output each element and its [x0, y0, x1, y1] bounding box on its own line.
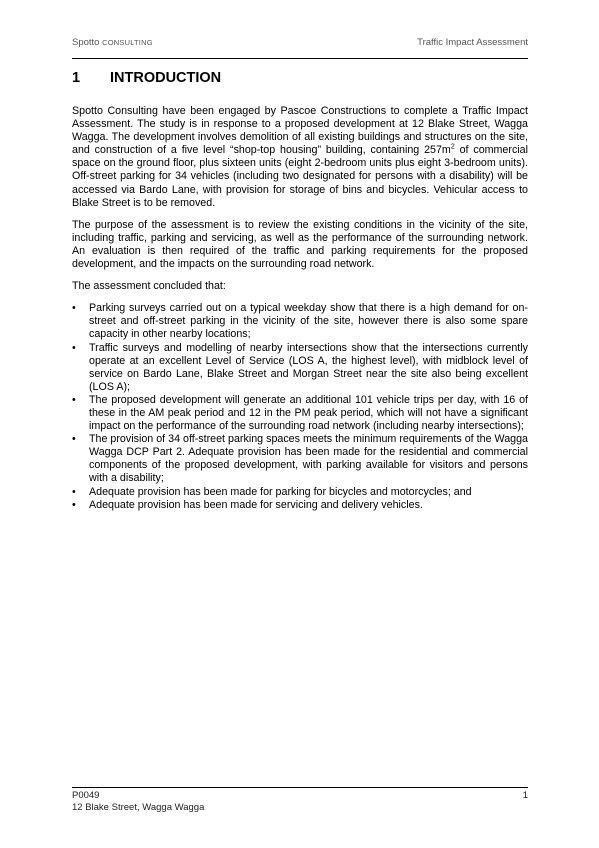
- section-number: 1: [72, 70, 81, 86]
- list-item: [72, 486, 528, 499]
- section-title: INTRODUCTION: [110, 70, 222, 86]
- list-item-text: Adequate provision has been made for parking for bicycles and motorcycles; and: [89, 485, 472, 498]
- brand-name: Spotto: [72, 37, 100, 48]
- paragraph-1-text-a: Spotto Consulting have been engaged by Pascoe Constructions to complete a Traffic Impact Assessment. The study is in response to a proposed development at 12 Blake Street, Wagga Wagga. The development involves demolition of all existing buildings and structures on the site, and construction of a five level “shop-top housing” building, containing 257m: [72, 105, 528, 157]
- brand-sub: CONSULTING: [102, 38, 153, 47]
- footer-address: 12 Blake Street, Wagga Wagga: [72, 802, 205, 813]
- paragraph-1-text-b: of commercial space on the ground floor, plus sixteen units (eight 2-bedroom units plus eight 3-bedroom units). Off-street parking for 34 vehicles (including two designated for persons with a disability) will be accessed via Bardo Lane, with provision for storage of bins and bicycles. Vehicular access to Blake Street is to be removed.: [72, 144, 528, 209]
- footer-project-code: P0049: [72, 790, 100, 801]
- list-item: [72, 342, 528, 394]
- list-item: [72, 394, 528, 433]
- list-item-text: The provision of 34 off-street parking spaces meets the minimum requirements of the Wagga Wagga DCP Part 2. Adequate provision has been made for the residential and commercial components of the proposed development, with parking available for visitors and persons with a disability;: [89, 433, 528, 485]
- list-item: [72, 499, 528, 512]
- bullet-icon: •: [72, 485, 76, 498]
- bullet-icon: •: [72, 302, 76, 315]
- page-footer: [72, 790, 528, 814]
- section-heading: [72, 70, 221, 86]
- bullet-icon: •: [72, 433, 76, 446]
- list-item-text: Adequate provision has been made for servicing and delivery vehicles.: [89, 498, 423, 511]
- list-item-text: Traffic surveys and modelling of nearby intersections show that the intersections currently operate at an excellent Level of Service (LOS A, the highest level), with midblock level of service on Bardo Lane, Blake Street and Morgan Street near the site also being excellent (LOS A);: [89, 341, 528, 393]
- paragraph-2: The purpose of the assessment is to review the existing conditions in the vicinity of the site, including traffic, parking and servicing, as well as the performance of the surrounding network. An evaluation is then required of the traffic and parking requirements for the proposed development, and the impacts on the surrounding road network.: [72, 218, 528, 271]
- bullet-icon: •: [72, 393, 76, 406]
- header-brand: [72, 37, 153, 48]
- header-rule: [72, 58, 528, 59]
- paragraph-1: [72, 105, 528, 210]
- list-item-text: Parking surveys carried out on a typical weekday show that there is a high demand for on-street and off-street parking in the vicinity of the site, however there is also some spare capacity in other nearby locations;: [89, 302, 528, 341]
- footer-rule: [72, 787, 528, 788]
- list-item-text: The proposed development will generate an additional 101 vehicle trips per day, with 16 of these in the AM peak period and 12 in the PM peak period, which will not have a significant impact on the performance of the surrounding road network (including nearby intersections);: [89, 393, 528, 433]
- page-number: 1: [522, 790, 528, 801]
- paragraph-3: The assessment concluded that:: [72, 280, 226, 293]
- conclusions-list: [72, 302, 528, 512]
- header-doc-title: Traffic Impact Assessment: [417, 37, 528, 48]
- superscript-2: 2: [450, 143, 455, 151]
- list-item: [72, 433, 528, 485]
- body-content: [72, 105, 528, 512]
- bullet-icon: •: [72, 498, 76, 511]
- bullet-icon: •: [72, 341, 76, 354]
- page-header: [72, 37, 528, 49]
- list-item: [72, 302, 528, 341]
